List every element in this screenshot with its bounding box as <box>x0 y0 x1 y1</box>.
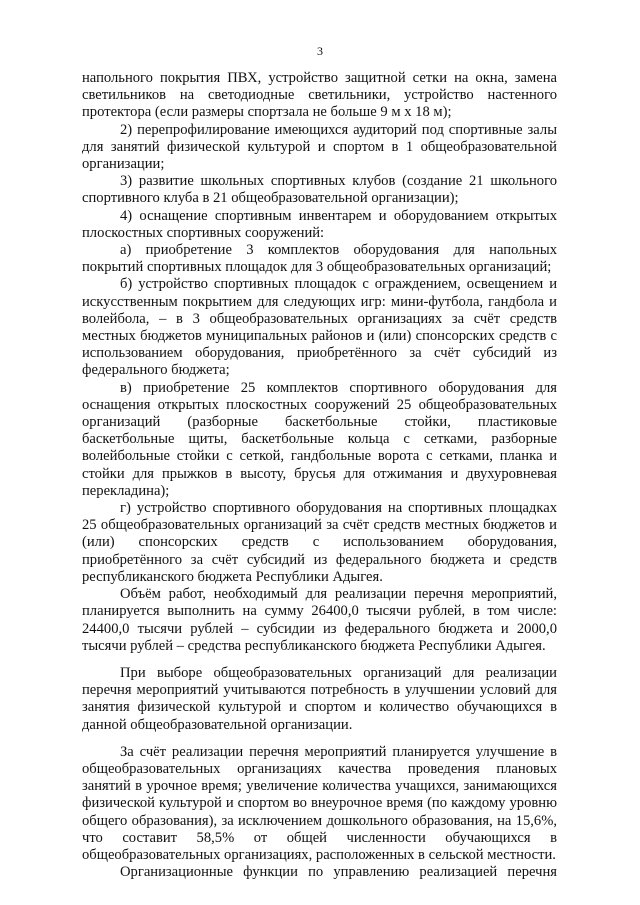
paragraph-item-4: 4) оснащение спортивным инвентарем и оборудованием открытых плоскостных спортивных сооружений: <box>82 207 557 241</box>
paragraph-continuation: напольного покрытия ПВХ, устройство защитной сетки на окна, замена светильников на светодиодные светильники, устройство настенного протектора (если размеры спортзала не больше 9 м x 18 м); <box>82 70 557 121</box>
paragraph-results: За счёт реализации перечня мероприятий планируется улучшение в общеобразовательных организациях качества проведения плановых занятий в урочное время; увеличение количества учащихся, занимающихся физической культурой и спортом во внеурочное время (по каждому уровню общего образования), за исключением дошкольного образования, на 15,6%, что составит 58,5% от общей численности обучающихся в общеобразовательных организациях, расположенных в сельской местности. <box>82 743 557 863</box>
paragraph-subitem-v: в) приобретение 25 комплектов спортивного оборудования для оснащения открытых плоскостных сооружений 25 общеобразовательных организаций (разборные баскетбольные стойки, пластиковые баскетбольные щиты, баскетбольные кольца с сетками, разборные волейбольные стойки с сеткой, гандбольные ворота с сетками, планка и стойки для прыжков в высоту, брусья для отжимания и двухуровневая перекладина); <box>82 379 557 499</box>
paragraph-subitem-b: б) устройство спортивных площадок с ограждением, освещением и искусственным покрытием для следующих игр: мини-футбола, гандбола и волейбола, – в 3 общеобразовательных организациях за счёт средств местных бюджетов муниципальных районов и (или) спонсорских средств с использованием оборудования, приобретённого за счёт субсидий из федерального бюджета; <box>82 276 557 379</box>
paragraph-subitem-a: а) приобретение 3 комплектов оборудования для напольных покрытий спортивных площадок для 3 общеобразовательных организаций; <box>82 242 557 276</box>
page-number: 3 <box>317 44 323 58</box>
document-body <box>82 70 557 881</box>
paragraph-funding: Объём работ, необходимый для реализации перечня мероприятий, планируется выполнить на сумму 26400,0 тысячи рублей, в том числе: 24400,0 тысячи рублей – субсидии из федерального бюджета и 2000,0 тысячи рублей – средства республиканского бюджета Республики Адыгея. <box>82 586 557 654</box>
paragraph-item-2: 2) перепрофилирование имеющихся аудиторий под спортивные залы для занятий физической культурой и спортом в 1 общеобразовательной организации; <box>82 121 557 173</box>
paragraph-item-3: 3) развитие школьных спортивных клубов (создание 21 школьного спортивного клуба в 21 общеобразовательной организации); <box>82 173 557 207</box>
paragraph-selection: При выборе общеобразовательных организаций для реализации перечня мероприятий учитываются потребность в улучшении условий для занятия физической культурой и спортом и количество обучающихся в данной общеобразовательной организации. <box>82 664 557 733</box>
paragraph-organizational: Организационные функции по управлению реализацией перечня <box>120 864 557 881</box>
paragraph-subitem-g: г) устройство спортивного оборудования на спортивных площадках 25 общеобразовательных организаций за счёт средств местных бюджетов и (или) спонсорских средств с использованием оборудования, приобретённого за счёт субсидий из федерального бюджета и средств республиканского бюджета Республики Адыгея. <box>82 500 557 585</box>
